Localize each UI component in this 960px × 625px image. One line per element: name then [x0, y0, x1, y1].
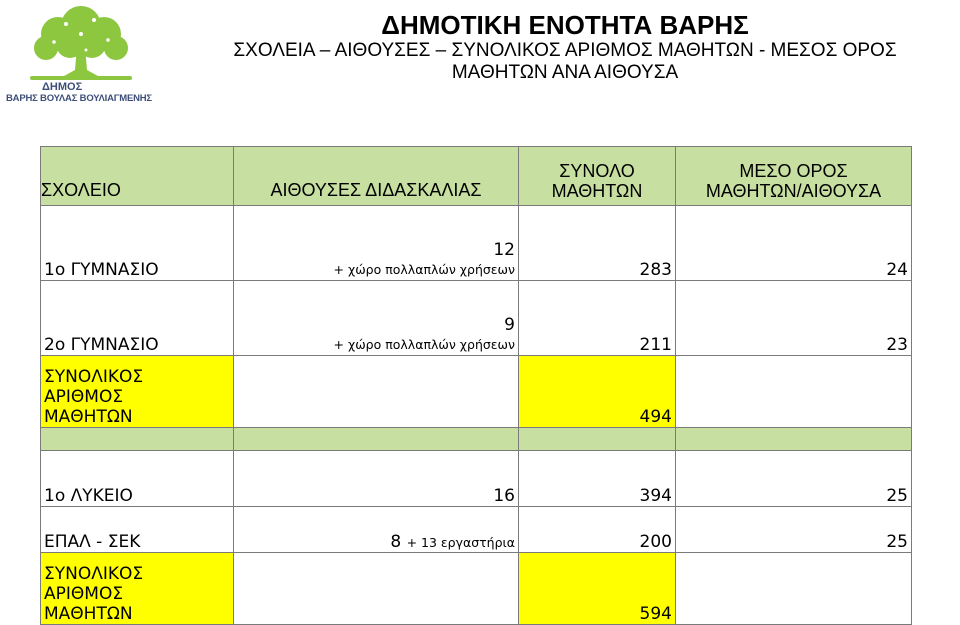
total-row: [41, 553, 912, 625]
rooms-cell: 9 + χώρο πολλαπλών χρήσεων: [234, 281, 519, 356]
average-cell: 25: [676, 507, 912, 553]
empty-cell: [234, 553, 519, 625]
document-title: [170, 10, 960, 84]
header-school: ΣΧΟΛΕΙΟ: [41, 147, 234, 206]
total-students: 494: [519, 356, 676, 428]
title-line1: ΔΗΜΟΤΙΚΗ ΕΝΟΤΗΤΑ ΒΑΡΗΣ: [381, 10, 749, 40]
school-name: ΕΠΑΛ - ΣΕΚ: [41, 507, 234, 553]
rooms-cell: 12 + χώρο πολλαπλών χρήσεων: [234, 206, 519, 281]
rooms-cell: 8 + 13 εργαστήρια: [234, 507, 519, 553]
table-row: [41, 507, 912, 553]
students-cell: 394: [519, 451, 676, 507]
average-cell: 25: [676, 451, 912, 507]
school-name: 2ο ΓΥΜΝΑΣΙΟ: [41, 281, 234, 356]
average-cell: 23: [676, 281, 912, 356]
students-cell: 211: [519, 281, 676, 356]
header-rooms: ΑΙΘΟΥΣΕΣ ΔΙΔΑΣΚΑΛΙΑΣ: [234, 147, 519, 206]
table-row: [41, 451, 912, 507]
school-name: 1ο ΛΥΚΕΙΟ: [41, 451, 234, 507]
tree-logo-icon: [26, 4, 136, 82]
students-cell: 200: [519, 507, 676, 553]
header-average: ΜΕΣΟ ΟΡΟΣ ΜΑΘΗΤΩΝ/ΑΙΘΟΥΣΑ: [676, 147, 912, 206]
title-line3: ΜΑΘΗΤΩΝ ΑΝΑ ΑΙΘΟΥΣΑ: [451, 62, 679, 83]
average-cell: 24: [676, 206, 912, 281]
rooms-cell: 16: [234, 451, 519, 507]
total-row: [41, 356, 912, 428]
separator-row: [41, 428, 912, 451]
empty-cell: [676, 553, 912, 625]
total-label: ΣΥΝΟΛΙΚΟΣ ΑΡΙΘΜΟΣ ΜΑΘΗΤΩΝ: [41, 553, 234, 625]
header-total: ΣΥΝΟΛΟ ΜΑΘΗΤΩΝ: [519, 147, 676, 206]
logo-text-line2: ΒΑΡΗΣ ΒΟΥΛΑΣ ΒΟΥΛΙΑΓΜΕΝΗΣ: [6, 93, 152, 104]
school-name: 1ο ΓΥΜΝΑΣΙΟ: [41, 206, 234, 281]
title-line2: ΣΧΟΛΕΙΑ – ΑΙΘΟΥΣΕΣ – ΣΥΝΟΛΙΚΟΣ ΑΡΙΘΜΟΣ ΜΑΘΗΤΩΝ - ΜΕΣΟΣ ΟΡΟΣ: [233, 40, 897, 61]
students-cell: 283: [519, 206, 676, 281]
table-row: [41, 281, 912, 356]
empty-cell: [234, 356, 519, 428]
total-students: 594: [519, 553, 676, 625]
total-label: ΣΥΝΟΛΙΚΟΣ ΑΡΙΘΜΟΣ ΜΑΘΗΤΩΝ: [41, 356, 234, 428]
empty-cell: [676, 356, 912, 428]
table-row: [41, 206, 912, 281]
table-header-row: [41, 147, 912, 206]
logo-text-line1: ΔΗΜΟΣ: [42, 81, 83, 93]
municipality-logo: [6, 4, 156, 104]
schools-table: [40, 146, 912, 625]
